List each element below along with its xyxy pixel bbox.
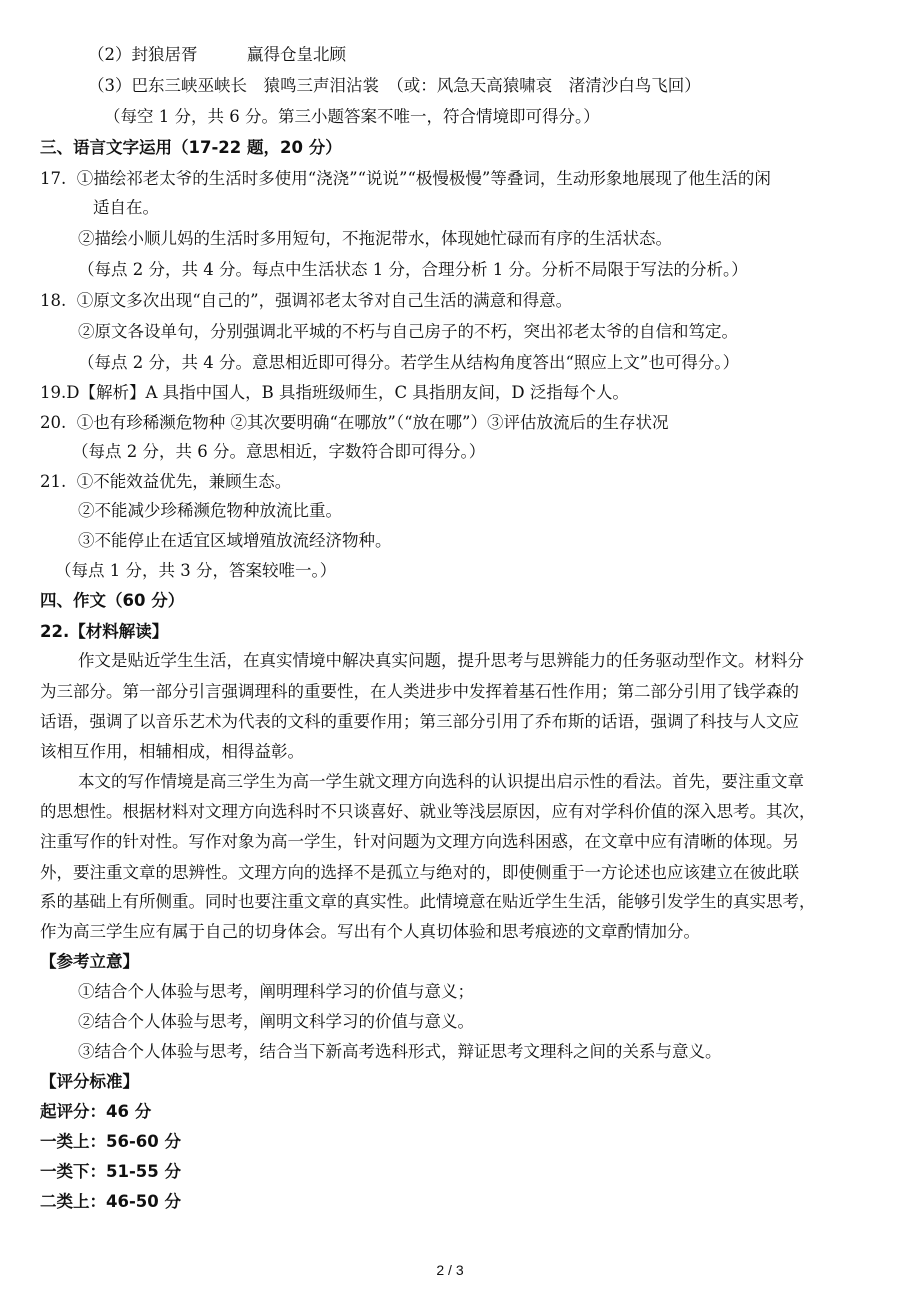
paragraph-line: 作文是贴近学生生活，在真实情境中解决真实问题，提升思考与思辨能力的任务驱动型作文。材料分 (78, 651, 804, 670)
question-17-answer: 17. ①描绘祁老太爷的生活时多使用“浇浇”“说说”“极慢极慢”等叠词，生动形象地展现了他生活的闲 (40, 169, 771, 188)
answer-line: 适自在。 (93, 198, 159, 217)
paragraph-line: 话语，强调了以音乐艺术为代表的文科的重要作用；第三部分引用了乔布斯的话语，强调了科技与人文应 (40, 712, 799, 731)
answer-line: ②不能减少珍稀濒危物种放流比重。 (78, 501, 342, 520)
section-heading: 三、语言文字运用（17-22 题，20 分） (40, 138, 342, 157)
answer-line: （2）封狼居胥 赢得仓皇北顾 (88, 45, 346, 64)
scoring-note: （每点 2 分，共 4 分。意思相近即可得分。若学生从结构角度答出“照应上文”也可得分。） (78, 353, 740, 372)
subsection-heading: 【评分标准】 (40, 1072, 139, 1091)
score-line: 二类上：46-50 分 (40, 1192, 182, 1211)
theme-item: ③结合个人体验与思考，结合当下新高考选科形式，辩证思考文理科之间的关系与意义。 (78, 1042, 722, 1061)
page-number: 2 / 3 (436, 1262, 464, 1278)
answer-line: （3）巴东三峡巫峡长 猿鸣三声泪沾裳 （或：风急天高猿啸哀 渚清沙白鸟飞回） (88, 76, 701, 95)
section-heading: 四、作文（60 分） (40, 591, 185, 610)
paragraph-line: 注重写作的针对性。写作对象为高一学生，针对问题为文理方向选科困惑，在文章中应有清晰的体现。另 (40, 832, 799, 851)
theme-item: ②结合个人体验与思考，阐明文科学习的价值与意义。 (78, 1012, 474, 1031)
scoring-note: （每点 2 分，共 6 分。意思相近，字数符合即可得分。） (72, 442, 486, 461)
answer-line: ③不能停止在适宜区域增殖放流经济物种。 (78, 531, 392, 550)
paragraph-line: 该相互作用，相辅相成，相得益彰。 (40, 742, 304, 761)
paragraph-line: 的思想性。根据材料对文理方向选科时不只谈喜好、就业等浅层原因，应有对学科价值的深入思考。其次， (40, 802, 816, 821)
paragraph-line: 系的基础上有所侧重。同时也要注重文章的真实性。此情境意在贴近学生生活，能够引发学生的真实思考， (40, 892, 816, 911)
score-line: 一类下：51-55 分 (40, 1162, 182, 1181)
paragraph-line: 外，要注重文章的思辨性。文理方向的选择不是孤立与绝对的，即使侧重于一方论述也应该建立在彼此联 (40, 863, 799, 882)
theme-item: ①结合个人体验与思考，阐明理科学习的价值与意义； (78, 982, 474, 1001)
answer-line: ②原文各设单句，分别强调北平城的不朽与自己房子的不朽，突出祁老太爷的自信和笃定。 (78, 322, 738, 341)
scoring-note: （每点 2 分，共 4 分。每点中生活状态 1 分，合理分析 1 分。分析不局限于写法的分析。） (78, 260, 748, 279)
answer-line: ②描绘小顺儿妈的生活时多用短句，不拖泥带水，体现她忙碌而有序的生活状态。 (78, 229, 672, 248)
scoring-note: （每空 1 分，共 6 分。第三小题答案不唯一，符合情境即可得分。） (104, 107, 600, 126)
score-line: 一类上：56-60 分 (40, 1132, 182, 1151)
paragraph-line: 作为高三学生应有属于自己的切身体会。写出有个人真切体验和思考痕迹的文章酌情加分。 (40, 922, 700, 941)
score-line: 起评分：46 分 (40, 1102, 152, 1121)
question-19-answer: 19.D【解析】A 具指中国人，B 具指班级师生，C 具指朋友间，D 泛指每个人。 (40, 383, 629, 402)
paragraph-line: 本文的写作情境是高三学生为高一学生就文理方向选科的认识提出启示性的看法。首先，要注重文章 (78, 772, 804, 791)
question-21-answer: 21. ①不能效益优先，兼顾生态。 (40, 472, 292, 491)
scoring-note: （每点 1 分，共 3 分，答案较唯一。） (55, 561, 337, 580)
question-20-answer: 20. ①也有珍稀濒危物种 ②其次要明确“在哪放”（“放在哪”）③评估放流后的生存状况 (40, 413, 669, 432)
subsection-heading: 22.【材料解读】 (40, 622, 169, 641)
paragraph-line: 为三部分。第一部分引言强调理科的重要性，在人类进步中发挥着基石性作用；第二部分引用了钱学森的 (40, 682, 799, 701)
question-18-answer: 18. ①原文多次出现“自己的”，强调祁老太爷对自己生活的满意和得意。 (40, 291, 573, 310)
subsection-heading: 【参考立意】 (40, 952, 139, 971)
